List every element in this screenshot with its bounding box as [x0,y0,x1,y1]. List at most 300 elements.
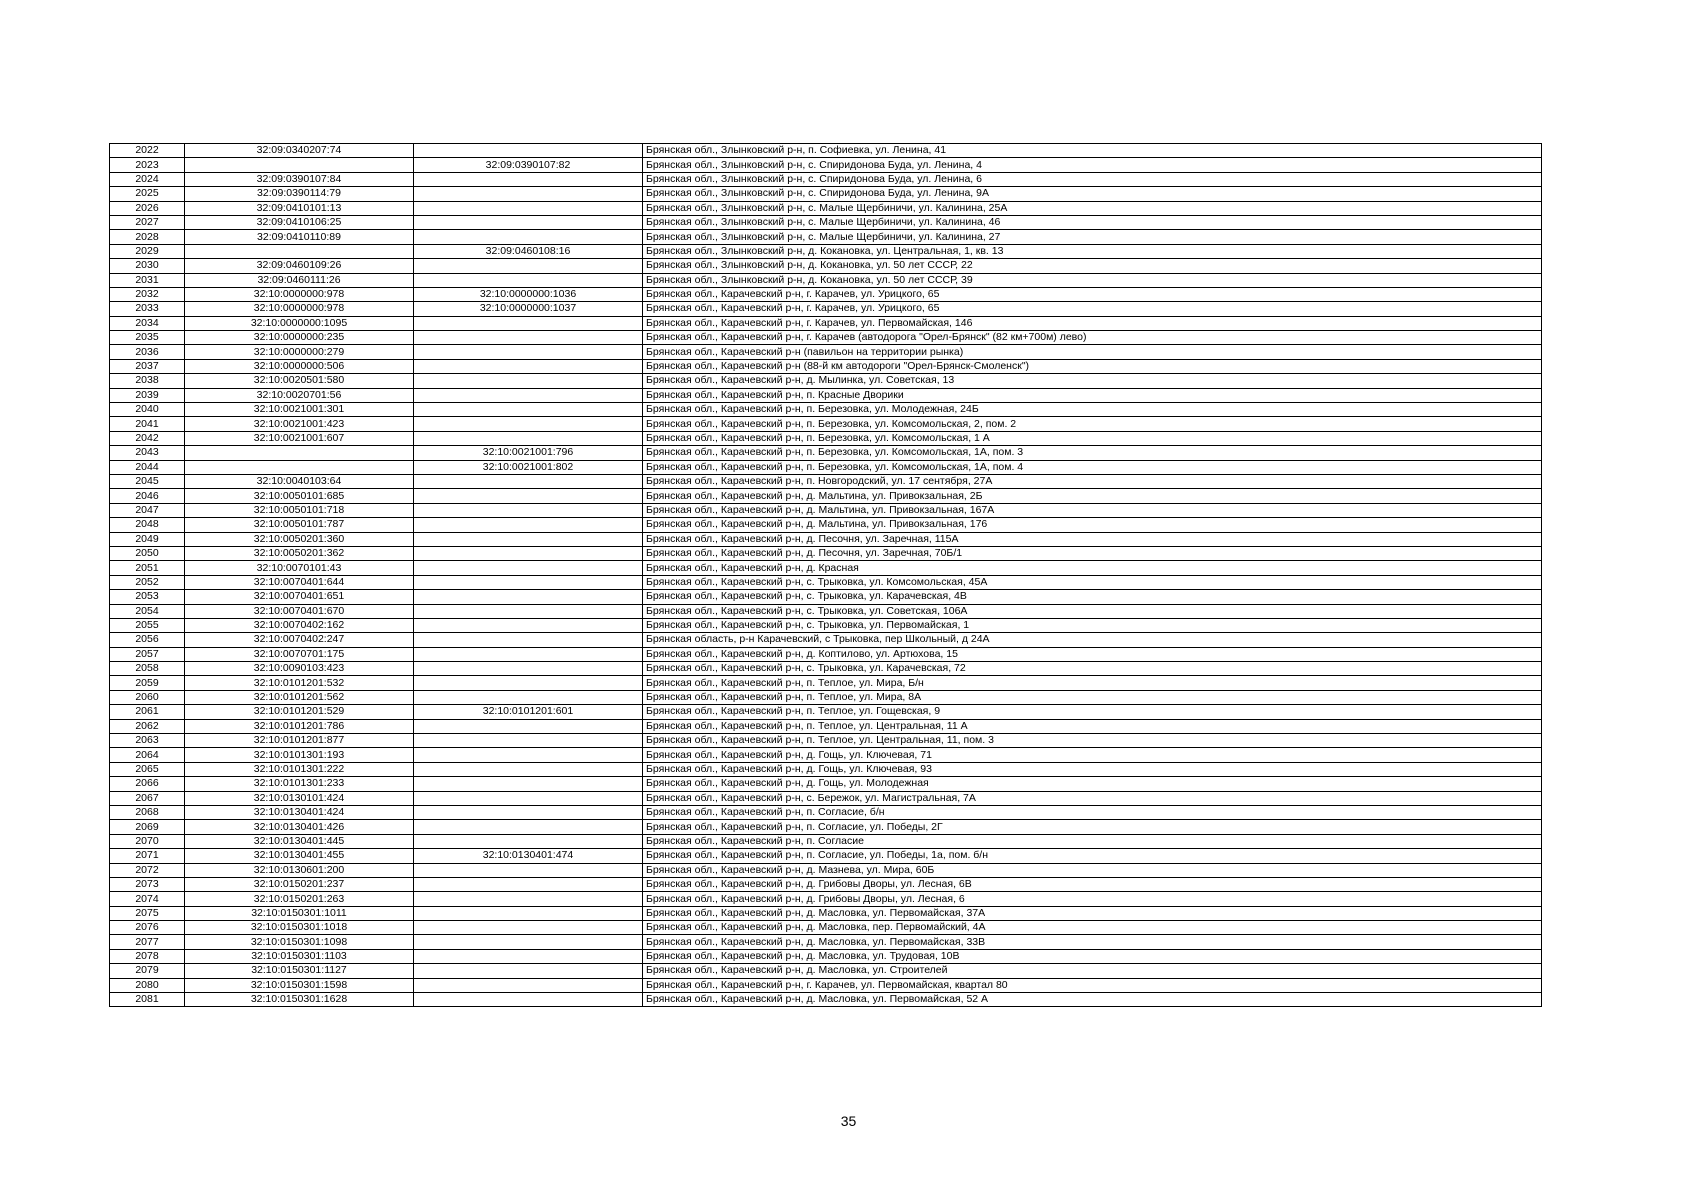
address-cell: Брянская обл., Карачевский р-н, п. Теплое, ул. Мира, 8А [643,690,1542,704]
cadastral-number-cell: 32:10:0050101:685 [185,489,414,503]
related-cadastral-number-cell [414,359,643,373]
table-row [110,345,1542,359]
cadastral-number-cell: 32:10:0050101:718 [185,503,414,517]
cadastral-number-cell: 32:10:0130601:200 [185,863,414,877]
table-row [110,302,1542,316]
related-cadastral-number-cell [414,518,643,532]
address-cell: Брянская обл., Карачевский р-н, п. Березовка, ул. Комсомольская, 1 А [643,431,1542,445]
row-number-cell: 2079 [110,964,185,978]
address-cell: Брянская обл., Карачевский р-н, г. Карачев, ул. Первомайская, 146 [643,316,1542,330]
table-row [110,474,1542,488]
cadastral-number-cell [185,244,414,258]
cadastral-number-cell [185,460,414,474]
address-cell: Брянская обл., Злынковский р-н, с. Малые Щербиничи, ул. Калинина, 25А [643,201,1542,215]
address-cell: Брянская обл., Карачевский р-н, г. Карачев, ул. Урицкого, 65 [643,302,1542,316]
cadastral-number-cell: 32:09:0410110:89 [185,230,414,244]
table-row [110,446,1542,460]
address-cell: Брянская обл., Карачевский р-н, д. Масловка, ул. Первомайская, 33В [643,935,1542,949]
address-cell: Брянская обл., Карачевский р-н, с. Трыковка, ул. Советская, 106А [643,604,1542,618]
row-number-cell: 2029 [110,244,185,258]
related-cadastral-number-cell: 32:09:0390107:82 [414,158,643,172]
cadastral-number-cell: 32:10:0050101:787 [185,518,414,532]
table-row [110,230,1542,244]
table-row [110,403,1542,417]
table-row [110,647,1542,661]
table-row [110,777,1542,791]
cadastral-number-cell: 32:10:0150301:1098 [185,935,414,949]
table-row [110,273,1542,287]
cadastral-number-cell: 32:10:0040103:64 [185,474,414,488]
related-cadastral-number-cell [414,863,643,877]
address-cell: Брянская обл., Карачевский р-н, п. Березовка, ул. Комсомольская, 1А, пом. 4 [643,460,1542,474]
table-row [110,215,1542,229]
cadastral-number-cell: 32:09:0390107:84 [185,172,414,186]
cadastral-number-cell: 32:10:0150301:1103 [185,949,414,963]
row-number-cell: 2051 [110,561,185,575]
address-cell: Брянская обл., Злынковский р-н, с. Малые Щербиничи, ул. Калинина, 27 [643,230,1542,244]
address-cell: Брянская обл., Карачевский р-н, д. Гощь, ул. Ключевая, 93 [643,762,1542,776]
row-number-cell: 2069 [110,820,185,834]
address-cell: Брянская обл., Карачевский р-н, д. Красная [643,561,1542,575]
cadastral-number-cell: 32:10:0020501:580 [185,374,414,388]
address-cell: Брянская обл., Карачевский р-н, п. Теплое, ул. Мира, Б/н [643,676,1542,690]
related-cadastral-number-cell: 32:09:0460108:16 [414,244,643,258]
cadastral-number-cell: 32:09:0460109:26 [185,259,414,273]
row-number-cell: 2044 [110,460,185,474]
table-row [110,546,1542,560]
row-number-cell: 2072 [110,863,185,877]
related-cadastral-number-cell [414,230,643,244]
table-row [110,532,1542,546]
row-number-cell: 2056 [110,633,185,647]
address-cell: Брянская обл., Карачевский р-н, г. Карачев (автодорога "Орел-Брянск" (82 км+700м) лево) [643,331,1542,345]
address-cell: Брянская обл., Карачевский р-н, п. Березовка, ул. Комсомольская, 2, пом. 2 [643,417,1542,431]
related-cadastral-number-cell [414,575,643,589]
address-cell: Брянская обл., Карачевский р-н, п. Согласие [643,834,1542,848]
cadastral-number-cell: 32:10:0150301:1598 [185,978,414,992]
related-cadastral-number-cell [414,949,643,963]
row-number-cell: 2035 [110,331,185,345]
related-cadastral-number-cell [414,215,643,229]
row-number-cell: 2041 [110,417,185,431]
related-cadastral-number-cell [414,633,643,647]
related-cadastral-number-cell [414,791,643,805]
row-number-cell: 2065 [110,762,185,776]
address-cell: Брянская обл., Карачевский р-н, д. Масловка, ул. Строителей [643,964,1542,978]
table-row [110,374,1542,388]
row-number-cell: 2061 [110,705,185,719]
address-cell: Брянская обл., Карачевский р-н, д. Грибовы Дворы, ул. Лесная, 6В [643,877,1542,891]
cadastral-number-cell: 32:10:0020701:56 [185,388,414,402]
table-row [110,633,1542,647]
cadastral-number-cell: 32:10:0130101:424 [185,791,414,805]
related-cadastral-number-cell: 32:10:0021001:796 [414,446,643,460]
address-cell: Брянская обл., Карачевский р-н, с. Трыковка, ул. Комсомольская, 45А [643,575,1542,589]
related-cadastral-number-cell [414,892,643,906]
table-row [110,331,1542,345]
related-cadastral-number-cell [414,417,643,431]
cadastral-number-cell: 32:10:0000000:1095 [185,316,414,330]
cadastral-number-cell: 32:10:0000000:978 [185,287,414,301]
table-row [110,460,1542,474]
table-row [110,993,1542,1007]
row-number-cell: 2076 [110,921,185,935]
table-row [110,834,1542,848]
address-cell: Брянская обл., Карачевский р-н, п. Согласие, ул. Победы, 2Г [643,820,1542,834]
cadastral-number-cell: 32:10:0150301:1018 [185,921,414,935]
related-cadastral-number-cell [414,489,643,503]
row-number-cell: 2055 [110,618,185,632]
row-number-cell: 2039 [110,388,185,402]
related-cadastral-number-cell [414,777,643,791]
address-cell: Брянская обл., Злынковский р-н, д. Кокановка, ул. 50 лет СССР, 22 [643,259,1542,273]
address-cell: Брянская обл., Карачевский р-н, д. Песочня, ул. Заречная, 70Б/1 [643,546,1542,560]
address-cell: Брянская обл., Карачевский р-н, д. Масловка, ул. Первомайская, 52 А [643,993,1542,1007]
cadastral-number-cell: 32:10:0021001:607 [185,431,414,445]
address-cell: Брянская обл., Карачевский р-н, г. Карачев, ул. Урицкого, 65 [643,287,1542,301]
related-cadastral-number-cell [414,374,643,388]
table-row [110,921,1542,935]
related-cadastral-number-cell [414,187,643,201]
related-cadastral-number-cell [414,719,643,733]
related-cadastral-number-cell [414,734,643,748]
table-row [110,518,1542,532]
table-row [110,259,1542,273]
row-number-cell: 2063 [110,734,185,748]
related-cadastral-number-cell [414,805,643,819]
row-number-cell: 2058 [110,662,185,676]
cadastral-number-cell: 32:10:0000000:506 [185,359,414,373]
cadastral-number-cell: 32:10:0000000:279 [185,345,414,359]
related-cadastral-number-cell [414,503,643,517]
address-cell: Брянская обл., Карачевский р-н, п. Теплое, ул. Центральная, 11, пом. 3 [643,734,1542,748]
cadastral-number-cell: 32:10:0021001:301 [185,403,414,417]
address-cell: Брянская обл., Карачевский р-н, с. Трыковка, ул. Карачевская, 4В [643,590,1542,604]
cadastral-number-cell: 32:10:0101201:877 [185,734,414,748]
related-cadastral-number-cell [414,762,643,776]
address-cell: Брянская обл., Карачевский р-н, д. Мальтина, ул. Привокзальная, 176 [643,518,1542,532]
related-cadastral-number-cell [414,403,643,417]
row-number-cell: 2028 [110,230,185,244]
table-row [110,316,1542,330]
address-cell: Брянская обл., Карачевский р-н, д. Мальтина, ул. Привокзальная, 2Б [643,489,1542,503]
address-cell: Брянская обл., Карачевский р-н, п. Красные Дворики [643,388,1542,402]
table-row [110,201,1542,215]
cadastral-number-cell: 32:10:0000000:978 [185,302,414,316]
page-number: 35 [840,1113,857,1129]
table-row [110,561,1542,575]
related-cadastral-number-cell [414,273,643,287]
row-number-cell: 2062 [110,719,185,733]
cadastral-number-cell: 32:09:0340207:74 [185,144,414,158]
address-cell: Брянская обл., Карачевский р-н, д. Коптилово, ул. Артюхова, 15 [643,647,1542,661]
related-cadastral-number-cell: 32:10:0130401:474 [414,849,643,863]
address-cell: Брянская обл., Карачевский р-н, д. Гощь, ул. Молодежная [643,777,1542,791]
table-row [110,964,1542,978]
related-cadastral-number-cell [414,201,643,215]
row-number-cell: 2066 [110,777,185,791]
row-number-cell: 2025 [110,187,185,201]
address-cell: Брянская обл., Злынковский р-н, с. Малые Щербиничи, ул. Калинина, 46 [643,215,1542,229]
related-cadastral-number-cell [414,172,643,186]
address-cell: Брянская обл., Карачевский р-н, д. Грибовы Дворы, ул. Лесная, 6 [643,892,1542,906]
related-cadastral-number-cell [414,331,643,345]
cadastral-number-cell: 32:10:0130401:424 [185,805,414,819]
related-cadastral-number-cell [414,604,643,618]
address-cell: Брянская обл., Карачевский р-н, д. Мылинка, ул. Советская, 13 [643,374,1542,388]
row-number-cell: 2030 [110,259,185,273]
row-number-cell: 2031 [110,273,185,287]
address-cell: Брянская обл., Злынковский р-н, с. Спиридонова Буда, ул. Ленина, 6 [643,172,1542,186]
related-cadastral-number-cell [414,532,643,546]
table-row [110,805,1542,819]
table-row [110,849,1542,863]
row-number-cell: 2073 [110,877,185,891]
cadastral-number-cell: 32:10:0101201:532 [185,676,414,690]
cadastral-number-cell: 32:10:0070402:162 [185,618,414,632]
table-row [110,575,1542,589]
address-cell: Брянская обл., Карачевский р-н, д. Масловка, пер. Первомайский, 4А [643,921,1542,935]
cadastral-number-cell: 32:10:0090103:423 [185,662,414,676]
cadastral-number-cell: 32:09:0390114:79 [185,187,414,201]
related-cadastral-number-cell [414,345,643,359]
related-cadastral-number-cell [414,474,643,488]
table-row [110,503,1542,517]
table-row [110,417,1542,431]
related-cadastral-number-cell [414,964,643,978]
related-cadastral-number-cell [414,546,643,560]
cadastral-number-cell: 32:10:0101201:562 [185,690,414,704]
table-row [110,590,1542,604]
row-number-cell: 2081 [110,993,185,1007]
row-number-cell: 2070 [110,834,185,848]
table-row [110,877,1542,891]
row-number-cell: 2053 [110,590,185,604]
row-number-cell: 2038 [110,374,185,388]
table-row [110,187,1542,201]
related-cadastral-number-cell [414,561,643,575]
related-cadastral-number-cell [414,676,643,690]
row-number-cell: 2050 [110,546,185,560]
related-cadastral-number-cell [414,316,643,330]
row-number-cell: 2034 [110,316,185,330]
cadastral-number-cell: 32:10:0130401:426 [185,820,414,834]
address-cell: Брянская обл., Карачевский р-н, д. Гощь, ул. Ключевая, 71 [643,748,1542,762]
address-cell: Брянская обл., Карачевский р-н, п. Согласие, б/н [643,805,1542,819]
address-cell: Брянская обл., Карачевский р-н, д. Песочня, ул. Заречная, 115А [643,532,1542,546]
related-cadastral-number-cell [414,834,643,848]
address-cell: Брянская обл., Злынковский р-н, д. Кокановка, ул. Центральная, 1, кв. 13 [643,244,1542,258]
table-row [110,144,1542,158]
cadastral-number-cell: 32:10:0050201:360 [185,532,414,546]
table-row [110,791,1542,805]
address-cell: Брянская обл., Карачевский р-н, г. Карачев, ул. Первомайская, квартал 80 [643,978,1542,992]
row-number-cell: 2046 [110,489,185,503]
table-row [110,978,1542,992]
cadastral-number-cell: 32:10:0070401:651 [185,590,414,604]
address-cell: Брянская обл., Карачевский р-н, п. Теплое, ул. Центральная, 11 А [643,719,1542,733]
table-row [110,359,1542,373]
related-cadastral-number-cell [414,921,643,935]
related-cadastral-number-cell [414,647,643,661]
cadastral-number-cell: 32:10:0070401:644 [185,575,414,589]
table-row [110,676,1542,690]
related-cadastral-number-cell [414,431,643,445]
cadastral-number-cell: 32:10:0150301:1127 [185,964,414,978]
table-row [110,604,1542,618]
row-number-cell: 2042 [110,431,185,445]
table-row [110,388,1542,402]
related-cadastral-number-cell: 32:10:0000000:1036 [414,287,643,301]
cadastral-number-cell: 32:10:0150201:237 [185,877,414,891]
related-cadastral-number-cell [414,906,643,920]
table-row [110,244,1542,258]
related-cadastral-number-cell [414,690,643,704]
table-row [110,892,1542,906]
row-number-cell: 2043 [110,446,185,460]
row-number-cell: 2033 [110,302,185,316]
cadastral-number-cell: 32:10:0101301:193 [185,748,414,762]
row-number-cell: 2068 [110,805,185,819]
row-number-cell: 2064 [110,748,185,762]
address-cell: Брянская обл., Карачевский р-н, д. Мальтина, ул. Привокзальная, 167А [643,503,1542,517]
row-number-cell: 2074 [110,892,185,906]
row-number-cell: 2077 [110,935,185,949]
row-number-cell: 2075 [110,906,185,920]
address-cell: Брянская обл., Карачевский р-н, п. Березовка, ул. Комсомольская, 1А, пом. 3 [643,446,1542,460]
related-cadastral-number-cell: 32:10:0101201:601 [414,705,643,719]
address-cell: Брянская обл., Карачевский р-н, п. Согласие, ул. Победы, 1а, пом. б/н [643,849,1542,863]
address-cell: Брянская обл., Злынковский р-н, п. Софиевка, ул. Ленина, 41 [643,144,1542,158]
cadastral-number-cell: 32:10:0000000:235 [185,331,414,345]
table-row [110,662,1542,676]
related-cadastral-number-cell [414,877,643,891]
cadastral-number-cell: 32:10:0021001:423 [185,417,414,431]
table-row [110,489,1542,503]
cadastral-number-cell: 32:09:0410101:13 [185,201,414,215]
related-cadastral-number-cell [414,935,643,949]
table-row [110,949,1542,963]
address-cell: Брянская обл., Злынковский р-н, с. Спиридонова Буда, ул. Ленина, 9А [643,187,1542,201]
table-row [110,719,1542,733]
address-cell: Брянская обл., Карачевский р-н (павильон на территории рынка) [643,345,1542,359]
row-number-cell: 2047 [110,503,185,517]
row-number-cell: 2037 [110,359,185,373]
address-cell: Брянская обл., Карачевский р-н, с. Бережок, ул. Магистральная, 7А [643,791,1542,805]
table-row [110,906,1542,920]
row-number-cell: 2059 [110,676,185,690]
related-cadastral-number-cell [414,820,643,834]
row-number-cell: 2057 [110,647,185,661]
cadastral-number-cell: 32:10:0070701:175 [185,647,414,661]
row-number-cell: 2036 [110,345,185,359]
table-row [110,820,1542,834]
address-cell: Брянская обл., Карачевский р-н, п. Березовка, ул. Молодежная, 24Б [643,403,1542,417]
address-cell: Брянская область, р-н Карачевский, с Трыковка, пер Школьный, д 24А [643,633,1542,647]
cadastral-number-cell [185,158,414,172]
related-cadastral-number-cell [414,748,643,762]
table-row [110,935,1542,949]
cadastral-number-cell: 32:10:0050201:362 [185,546,414,560]
row-number-cell: 2026 [110,201,185,215]
cadastral-number-cell: 32:10:0150201:263 [185,892,414,906]
address-cell: Брянская обл., Карачевский р-н, д. Масловка, ул. Трудовая, 10В [643,949,1542,963]
cadastral-number-cell: 32:10:0101301:233 [185,777,414,791]
cadastral-number-cell: 32:09:0410106:25 [185,215,414,229]
table-row [110,172,1542,186]
row-number-cell: 2045 [110,474,185,488]
row-number-cell: 2071 [110,849,185,863]
related-cadastral-number-cell [414,993,643,1007]
address-cell: Брянская обл., Карачевский р-н, с. Трыковка, ул. Первомайская, 1 [643,618,1542,632]
registry-table [109,143,1542,1007]
related-cadastral-number-cell [414,144,643,158]
table-row [110,158,1542,172]
address-cell: Брянская обл., Карачевский р-н, д. Мазнева, ул. Мира, 60Б [643,863,1542,877]
row-number-cell: 2049 [110,532,185,546]
table-row [110,690,1542,704]
table-row [110,762,1542,776]
row-number-cell: 2060 [110,690,185,704]
row-number-cell: 2024 [110,172,185,186]
cadastral-number-cell: 32:10:0101301:222 [185,762,414,776]
address-cell: Брянская обл., Карачевский р-н, д. Масловка, ул. Первомайская, 37А [643,906,1542,920]
row-number-cell: 2078 [110,949,185,963]
cadastral-number-cell [185,446,414,460]
cadastral-number-cell: 32:10:0070402:247 [185,633,414,647]
related-cadastral-number-cell: 32:10:0021001:802 [414,460,643,474]
row-number-cell: 2080 [110,978,185,992]
cadastral-number-cell: 32:10:0130401:445 [185,834,414,848]
row-number-cell: 2023 [110,158,185,172]
address-cell: Брянская обл., Карачевский р-н, п. Новгородский, ул. 17 сентября, 27А [643,474,1542,488]
registry-table-body [110,144,1542,1007]
row-number-cell: 2032 [110,287,185,301]
table-row [110,734,1542,748]
related-cadastral-number-cell [414,259,643,273]
related-cadastral-number-cell [414,590,643,604]
table-row [110,618,1542,632]
table-row [110,431,1542,445]
related-cadastral-number-cell [414,978,643,992]
table-row [110,705,1542,719]
cadastral-number-cell: 32:10:0150301:1628 [185,993,414,1007]
row-number-cell: 2040 [110,403,185,417]
address-cell: Брянская обл., Злынковский р-н, д. Кокановка, ул. 50 лет СССР, 39 [643,273,1542,287]
cadastral-number-cell: 32:10:0070401:670 [185,604,414,618]
row-number-cell: 2052 [110,575,185,589]
row-number-cell: 2048 [110,518,185,532]
table-row [110,748,1542,762]
related-cadastral-number-cell [414,662,643,676]
cadastral-number-cell: 32:10:0130401:455 [185,849,414,863]
table-row [110,863,1542,877]
row-number-cell: 2054 [110,604,185,618]
related-cadastral-number-cell: 32:10:0000000:1037 [414,302,643,316]
related-cadastral-number-cell [414,388,643,402]
cadastral-number-cell: 32:09:0460111:26 [185,273,414,287]
table-row [110,287,1542,301]
address-cell: Брянская обл., Карачевский р-н (88-й км автодороги "Орел-Брянск-Смоленск") [643,359,1542,373]
row-number-cell: 2022 [110,144,185,158]
address-cell: Брянская обл., Злынковский р-н, с. Спиридонова Буда, ул. Ленина, 4 [643,158,1542,172]
row-number-cell: 2067 [110,791,185,805]
address-cell: Брянская обл., Карачевский р-н, с. Трыковка, ул. Карачевская, 72 [643,662,1542,676]
cadastral-number-cell: 32:10:0101201:529 [185,705,414,719]
cadastral-number-cell: 32:10:0070101:43 [185,561,414,575]
row-number-cell: 2027 [110,215,185,229]
cadastral-number-cell: 32:10:0101201:786 [185,719,414,733]
